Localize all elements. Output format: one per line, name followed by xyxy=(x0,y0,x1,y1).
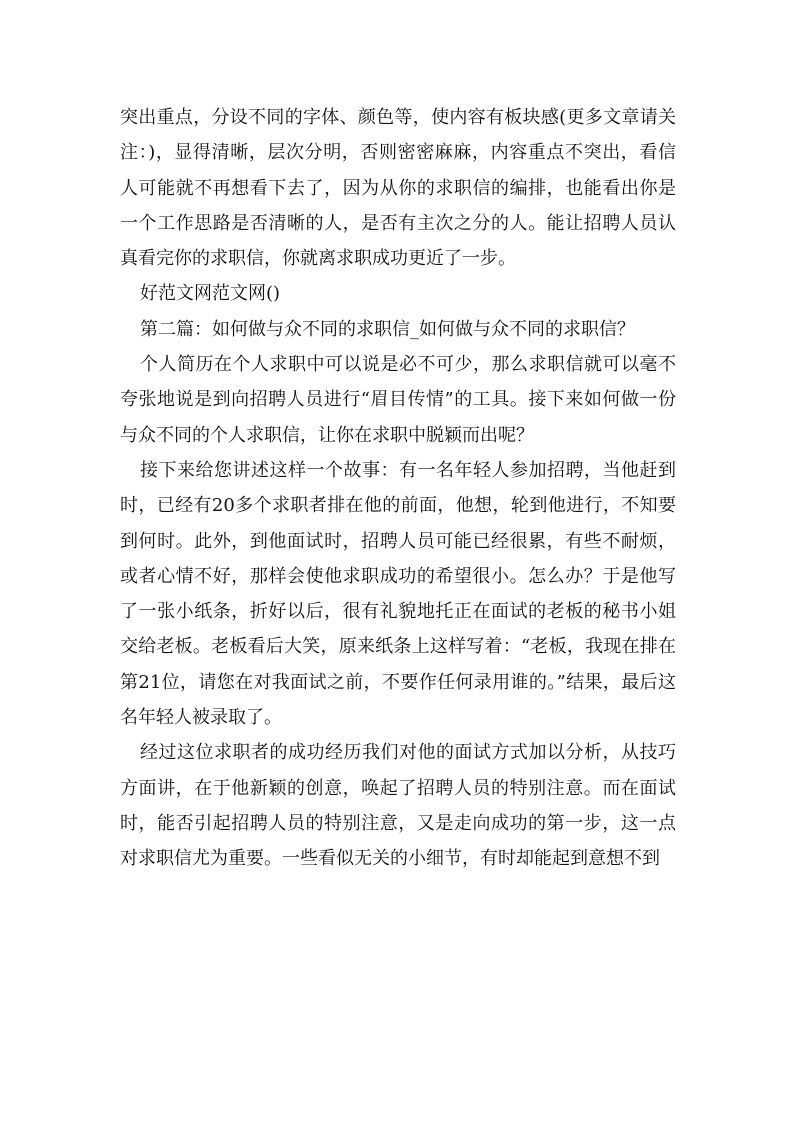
paragraph-continued: 突出重点，分设不同的字体、颜色等，使内容有板块感(更多文章请关注：)，显得清晰，层次分明，否则密密麻麻，内容重点不突出，看信人可能就不再想看下去了，因为从你的求职信的编排，也能看出你是一个工作思路是否清晰的人，是否有主次之分的人。能让招聘人员认真看完你的求职信，你就离求职成功更近了一步。 xyxy=(120,107,676,270)
document-page xyxy=(120,100,676,877)
paragraph-source: 好范文网范文网() xyxy=(140,283,281,305)
paragraph-intro: 个人简历在个人求职中可以说是必不可少，那么求职信就可以毫不夸张地说是到向招聘人员进行“眉目传情”的工具。接下来如何做一份与众不同的个人求职信，让你在求职中脱颖而出呢？ xyxy=(120,354,676,446)
paragraph-story: 接下来给您讲述这样一个故事：有一名年轻人参加招聘，当他赶到时，已经有20多个求职者排在他的前面，他想，轮到他进行，不知要到何时。此外，到他面试时，招聘人员可能已经很累，有些不耐烦，或者心情不好，那样会使他求职成功的希望很小。怎么办？于是他写了一张小纸条，折好以后，很有礼貌地托正在面试的老板的秘书小姐交给老板。老板看后大笑，原来纸条上这样写着：“老板，我现在排在第21位，请您在对我面试之前，不要作任何录用谁的。”结果，最后这名年轻人被录取了。 xyxy=(120,459,676,729)
paragraph-analysis: 经过这位求职者的成功经历我们对他的面试方式加以分析，从技巧方面讲，在于他新颖的创意，唤起了招聘人员的特别注意。而在面试时，能否引起招聘人员的特别注意，又是走向成功的第一步，这一点对求职信尤为重要。一些看似无关的小细节，有时却能起到意想不到 xyxy=(120,742,676,870)
section-heading: 第二篇：如何做与众不同的求职信_如何做与众不同的求职信？ xyxy=(140,318,635,340)
